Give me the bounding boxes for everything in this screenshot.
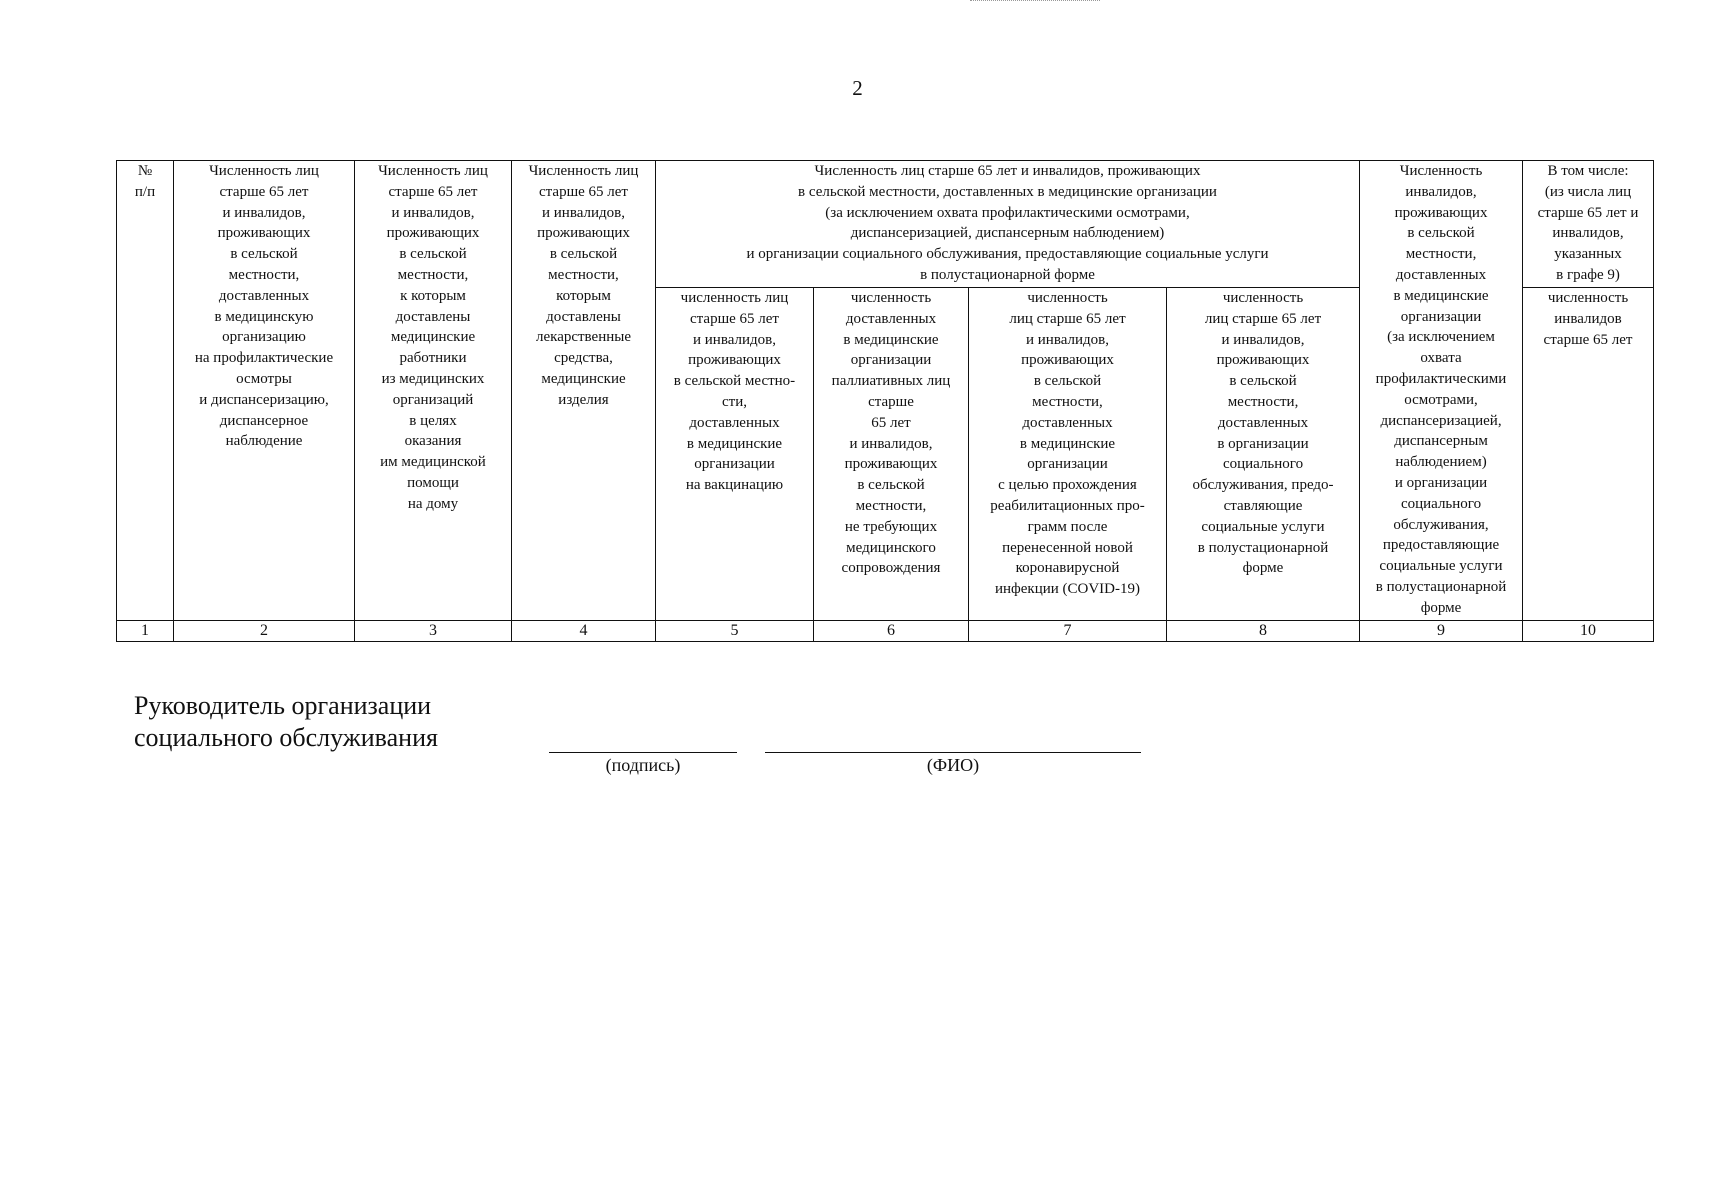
header-scan-mark — [970, 0, 1100, 3]
column-number: 5 — [656, 621, 814, 642]
header-col-8: численность лиц старше 65 лет и инвалидов, проживающих в сельской местности, доставленных в организации социального обслуживания, предо- ставляющие социальные услуги в полустационарной форме — [1167, 288, 1360, 621]
header-group: Численность лиц старше 65 лет и инвалидов, проживающих в сельской местности, доставленных в медицинские организации (за исключением охвата профилактическими осмотрами, диспансеризацией, диспансерным наблюдением) и организации социального обслуживания, предоставляющие социальные услуги в полустационарной форме — [656, 161, 1360, 288]
header-col-10: численность инвалидов старше 65 лет — [1523, 288, 1654, 621]
column-number: 4 — [512, 621, 656, 642]
name-line — [765, 752, 1141, 753]
report-table — [116, 160, 1654, 642]
header-col-2: Численность лиц старше 65 лет и инвалидов, проживающих в сельской местности, доставленных в медицинскую организацию на профилактические осмотры и диспансеризацию, диспансерное наблюдение — [174, 161, 355, 621]
column-number: 10 — [1523, 621, 1654, 642]
signature-line — [549, 752, 737, 753]
column-number: 6 — [814, 621, 969, 642]
header-col-4: Численность лиц старше 65 лет и инвалидов, проживающих в сельской местности, которым доставлены лекарственные средства, медицинские изделия — [512, 161, 656, 621]
column-number: 9 — [1360, 621, 1523, 642]
name-caption: (ФИО) — [926, 755, 980, 775]
signature-title-line-1: Руководитель организации — [134, 691, 432, 720]
header-col-9: Численность инвалидов, проживающих в сельской местности, доставленных в медицинские организации (за исключением охвата профилактическими осмотрами, диспансеризацией, диспансерным наблюдением) и организации социального обслуживания, предоставляющие социальные услуги в полустационарной форме — [1360, 161, 1523, 621]
column-number: 1 — [117, 621, 174, 642]
header-col-1: № п/п — [117, 161, 174, 621]
header-col-5: численность лиц старше 65 лет и инвалидов, проживающих в сельской местно- сти, доставленных в медицинские организации на вакцинацию — [656, 288, 814, 621]
header-col-3: Численность лиц старше 65 лет и инвалидов, проживающих в сельской местности, к которым доставлены медицинские работники из медицинских организаций в целях оказания им медицинской помощи на дому — [355, 161, 512, 621]
column-number-row — [117, 621, 1654, 642]
signature-title — [134, 690, 438, 754]
signature-caption: (подпись) — [605, 755, 681, 775]
header-row-1 — [117, 161, 1654, 288]
page-number: 2 — [852, 76, 863, 100]
column-number: 2 — [174, 621, 355, 642]
header-col-10-top: В том числе: (из числа лиц старше 65 лет и инвалидов, указанных в графе 9) — [1523, 161, 1654, 288]
header-col-7: численность лиц старше 65 лет и инвалидов, проживающих в сельской местности, доставленных в медицинские организации с целью прохождения реабилитационных про- грамм после перенесенной новой коронавирусной инфекции (COVID-19) — [969, 288, 1167, 621]
signature-title-line-2: социального обслуживания — [134, 723, 438, 752]
header-col-6: численность доставленных в медицинские организации паллиативных лиц старше 65 лет и инвалидов, проживающих в сельской местности, не требующих медицинского сопровождения — [814, 288, 969, 621]
column-number: 7 — [969, 621, 1167, 642]
column-number: 3 — [355, 621, 512, 642]
column-number: 8 — [1167, 621, 1360, 642]
